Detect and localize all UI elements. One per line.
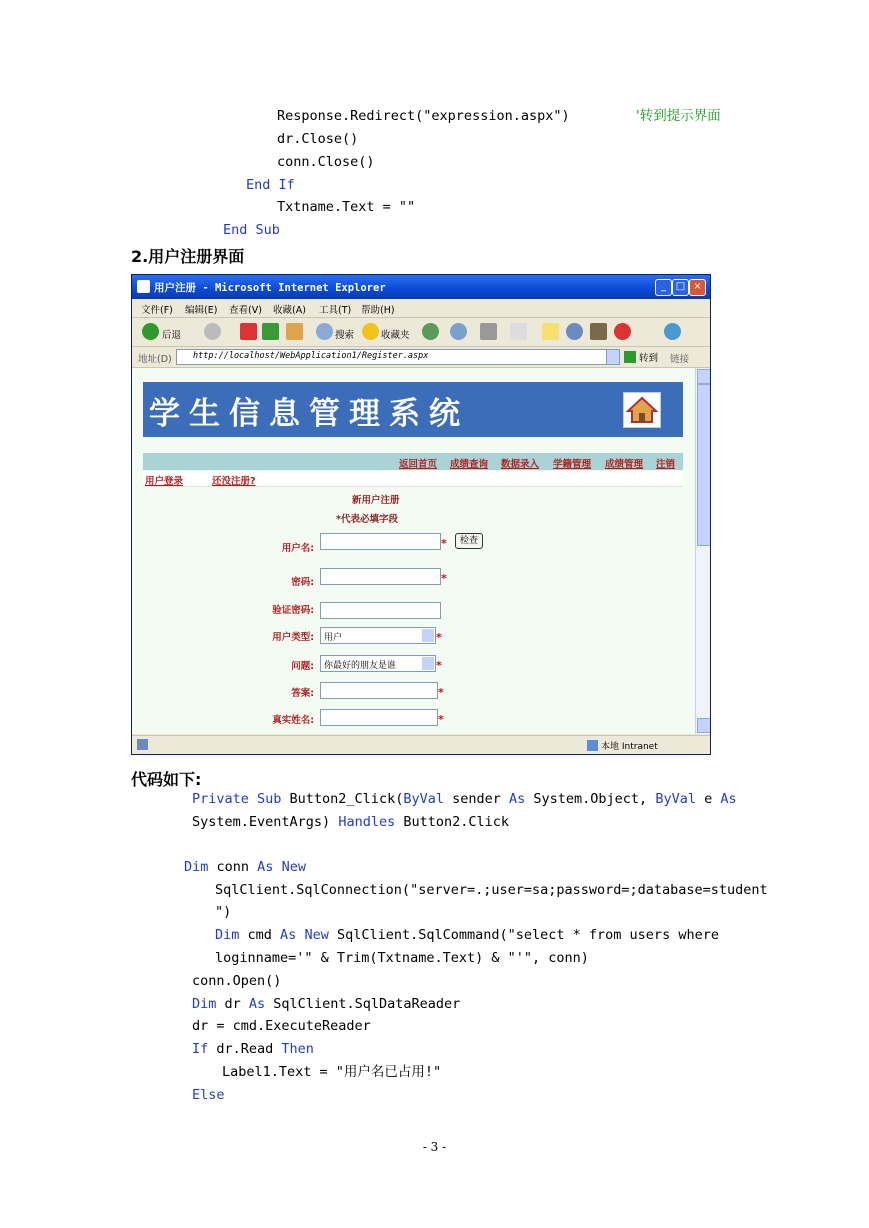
required-star: * bbox=[438, 686, 444, 699]
code-line: Else bbox=[192, 1087, 225, 1103]
status-bar bbox=[132, 735, 710, 755]
code-text: Button2.Click bbox=[395, 814, 510, 830]
code-text: Button2_Click( bbox=[281, 791, 404, 807]
code-keyword: Dim bbox=[215, 927, 240, 943]
user-type-select[interactable] bbox=[320, 627, 436, 644]
code-text: SqlClient.SqlDataReader bbox=[265, 996, 461, 1012]
question-select[interactable] bbox=[320, 655, 436, 672]
code-keyword: Dim bbox=[192, 996, 217, 1012]
toolbar bbox=[132, 318, 710, 347]
links-label[interactable]: 链接 bbox=[670, 354, 690, 365]
chevron-down-icon bbox=[422, 629, 434, 642]
login-link[interactable]: 用户登录 bbox=[145, 476, 184, 487]
stop-icon[interactable] bbox=[240, 323, 257, 340]
minimize-button[interactable]: _ bbox=[655, 279, 672, 296]
answer-label: 答案: bbox=[291, 688, 314, 699]
nav-data-entry-link[interactable]: 数据录入 bbox=[501, 459, 540, 470]
code-text: SqlClient.SqlCommand("select * from users where bbox=[328, 927, 719, 943]
code-line: conn.Close() bbox=[277, 154, 375, 170]
code-keyword: As bbox=[509, 791, 526, 807]
answer-input[interactable] bbox=[320, 682, 438, 699]
code-text: sender bbox=[443, 791, 509, 807]
vertical-scrollbar[interactable] bbox=[695, 368, 711, 734]
password-label: 密码: bbox=[291, 577, 314, 588]
forward-arrow-icon[interactable] bbox=[204, 323, 221, 340]
code-keyword: As bbox=[280, 927, 297, 943]
close-button[interactable]: × bbox=[689, 279, 706, 296]
code-keyword: ByVal bbox=[655, 791, 696, 807]
code-keyword: Then bbox=[281, 1041, 314, 1057]
code-line bbox=[192, 993, 460, 1015]
address-dropdown[interactable] bbox=[606, 349, 620, 365]
banner-title: 学生信息管理系统 bbox=[149, 396, 469, 432]
scroll-down-button[interactable] bbox=[697, 718, 711, 733]
confirm-password-input[interactable] bbox=[320, 602, 441, 619]
address-url: http://localhost/WebApplication1/Register.aspx bbox=[193, 351, 429, 361]
search-button-label[interactable]: 搜索 bbox=[335, 330, 355, 341]
site-banner bbox=[143, 382, 683, 437]
code-comment: '转到提示界面 bbox=[636, 108, 721, 124]
bird-icon[interactable] bbox=[614, 323, 631, 340]
go-button[interactable] bbox=[624, 350, 658, 364]
code-line: ") bbox=[215, 904, 232, 920]
back-arrow-icon[interactable] bbox=[142, 323, 159, 340]
code-keyword: Handles bbox=[338, 814, 396, 830]
back-button-label[interactable]: 后退 bbox=[162, 330, 182, 341]
nav-logout-link[interactable]: 注销 bbox=[656, 459, 676, 470]
code-line bbox=[192, 788, 737, 810]
home-house-icon[interactable] bbox=[623, 392, 661, 428]
search-icon[interactable] bbox=[316, 323, 333, 340]
code-text: System.EventArgs) bbox=[192, 814, 339, 830]
address-input[interactable] bbox=[176, 349, 618, 365]
nav-score-query-link[interactable]: 成绩查询 bbox=[450, 459, 489, 470]
go-arrow-icon bbox=[624, 351, 636, 363]
required-note: *代表必填字段 bbox=[336, 514, 398, 525]
code-keyword: Dim bbox=[184, 859, 209, 875]
menu-edit[interactable]: 编辑(E) bbox=[185, 305, 218, 316]
code-line bbox=[184, 856, 306, 878]
nav-bar bbox=[143, 453, 683, 470]
user-type-value: 用户 bbox=[324, 633, 343, 643]
code-keyword: Private Sub bbox=[192, 791, 282, 807]
required-star: * bbox=[441, 572, 447, 585]
address-bar bbox=[132, 347, 710, 368]
required-star: * bbox=[436, 659, 442, 672]
check-button[interactable]: 检查 bbox=[455, 533, 483, 549]
window-titlebar bbox=[132, 275, 710, 299]
edit-icon[interactable] bbox=[510, 323, 527, 340]
ie-icon bbox=[137, 280, 150, 293]
menu-view[interactable]: 查看(V) bbox=[229, 305, 262, 316]
code-text: dr bbox=[216, 996, 249, 1012]
maximize-button[interactable]: □ bbox=[672, 279, 689, 296]
question-value: 你最好的朋友是谁 bbox=[324, 661, 397, 671]
code-heading: 代码如下: bbox=[131, 770, 202, 789]
nav-home-link[interactable]: 返回首页 bbox=[399, 459, 438, 470]
refresh-icon[interactable] bbox=[262, 323, 279, 340]
home-icon[interactable] bbox=[286, 323, 303, 340]
scroll-thumb[interactable] bbox=[697, 384, 711, 546]
code-line: dr = cmd.ExecuteReader bbox=[192, 1018, 371, 1034]
code-line: Txtname.Text = "" bbox=[277, 199, 416, 215]
messenger-icon[interactable] bbox=[566, 323, 583, 340]
code-line: conn.Open() bbox=[192, 973, 282, 989]
security-zone bbox=[587, 739, 658, 752]
chevron-down-icon bbox=[422, 657, 434, 670]
code-text: conn bbox=[208, 859, 258, 875]
code-line: End If bbox=[246, 177, 295, 193]
register-link[interactable]: 还没注册? bbox=[212, 476, 256, 487]
code-line: SqlClient.SqlConnection("server=.;user=sa;password=;database=student bbox=[215, 882, 768, 898]
zone-label: 本地 Intranet bbox=[601, 742, 658, 752]
code-text: Response.Redirect("expression.aspx") bbox=[277, 108, 570, 124]
menu-file[interactable]: 文件(F) bbox=[141, 305, 173, 316]
code-text: cmd bbox=[239, 927, 281, 943]
code-line bbox=[192, 811, 509, 833]
menu-favorites[interactable]: 收藏(A) bbox=[273, 305, 306, 316]
page-content bbox=[132, 368, 695, 734]
code-text: dr.Read bbox=[208, 1041, 282, 1057]
page-number: - 3 - bbox=[422, 1140, 447, 1154]
code-keyword: New bbox=[281, 859, 306, 875]
question-label: 问题: bbox=[291, 661, 314, 672]
favorites-star-icon[interactable] bbox=[362, 323, 379, 340]
form-title: 新用户注册 bbox=[352, 495, 400, 506]
menu-help[interactable]: 帮助(H) bbox=[361, 305, 395, 316]
nav-score-manage-link[interactable]: 成绩管理 bbox=[605, 459, 644, 470]
code-line bbox=[277, 105, 570, 127]
section-heading: 2.用户注册界面 bbox=[131, 247, 245, 266]
research-icon[interactable] bbox=[590, 323, 607, 340]
notes-icon[interactable] bbox=[542, 323, 559, 340]
real-name-input[interactable] bbox=[320, 709, 438, 726]
code-line: Label1.Text = "用户名已占用!" bbox=[222, 1064, 442, 1080]
nav-status-link[interactable]: 学籍管理 bbox=[553, 459, 592, 470]
mail-icon[interactable] bbox=[450, 323, 467, 340]
code-line: loginname='" & Trim(Txtname.Text) & "'", conn) bbox=[215, 950, 589, 966]
code-keyword: As bbox=[720, 791, 737, 807]
required-star: * bbox=[436, 631, 442, 644]
code-text: System.Object, bbox=[525, 791, 656, 807]
address-label: 地址(D) bbox=[138, 354, 172, 365]
menu-tools[interactable]: 工具(T) bbox=[319, 305, 352, 316]
required-star: * bbox=[438, 713, 444, 726]
confirm-password-label: 验证密码: bbox=[272, 605, 314, 616]
code-keyword: New bbox=[304, 927, 329, 943]
sub-nav bbox=[143, 471, 683, 487]
favorites-button-label[interactable]: 收藏夹 bbox=[381, 330, 410, 341]
code-keyword: As bbox=[257, 859, 274, 875]
code-text: e bbox=[695, 791, 721, 807]
code-line: End Sub bbox=[223, 222, 280, 238]
scroll-up-button[interactable] bbox=[697, 369, 711, 384]
real-name-label: 真实姓名: bbox=[272, 715, 314, 726]
print-icon[interactable] bbox=[480, 323, 497, 340]
contacts-icon[interactable] bbox=[664, 323, 681, 340]
code-line bbox=[215, 924, 719, 946]
password-input[interactable] bbox=[320, 568, 441, 585]
go-label: 转到 bbox=[639, 353, 659, 364]
intranet-icon bbox=[587, 740, 598, 751]
code-line bbox=[192, 1038, 314, 1060]
code-keyword: If bbox=[192, 1041, 209, 1057]
username-input[interactable] bbox=[320, 533, 441, 550]
history-icon[interactable] bbox=[422, 323, 439, 340]
page-status-icon bbox=[137, 739, 148, 750]
code-line: dr.Close() bbox=[277, 131, 359, 147]
code-keyword: As bbox=[248, 996, 266, 1012]
menu-bar bbox=[132, 299, 710, 318]
username-label: 用户名: bbox=[281, 543, 314, 554]
browser-screenshot bbox=[131, 274, 711, 755]
window-title: 用户注册 - Microsoft Internet Explorer bbox=[154, 282, 386, 294]
user-type-label: 用户类型: bbox=[272, 632, 314, 643]
code-keyword: ByVal bbox=[403, 791, 444, 807]
required-star: * bbox=[441, 537, 447, 550]
